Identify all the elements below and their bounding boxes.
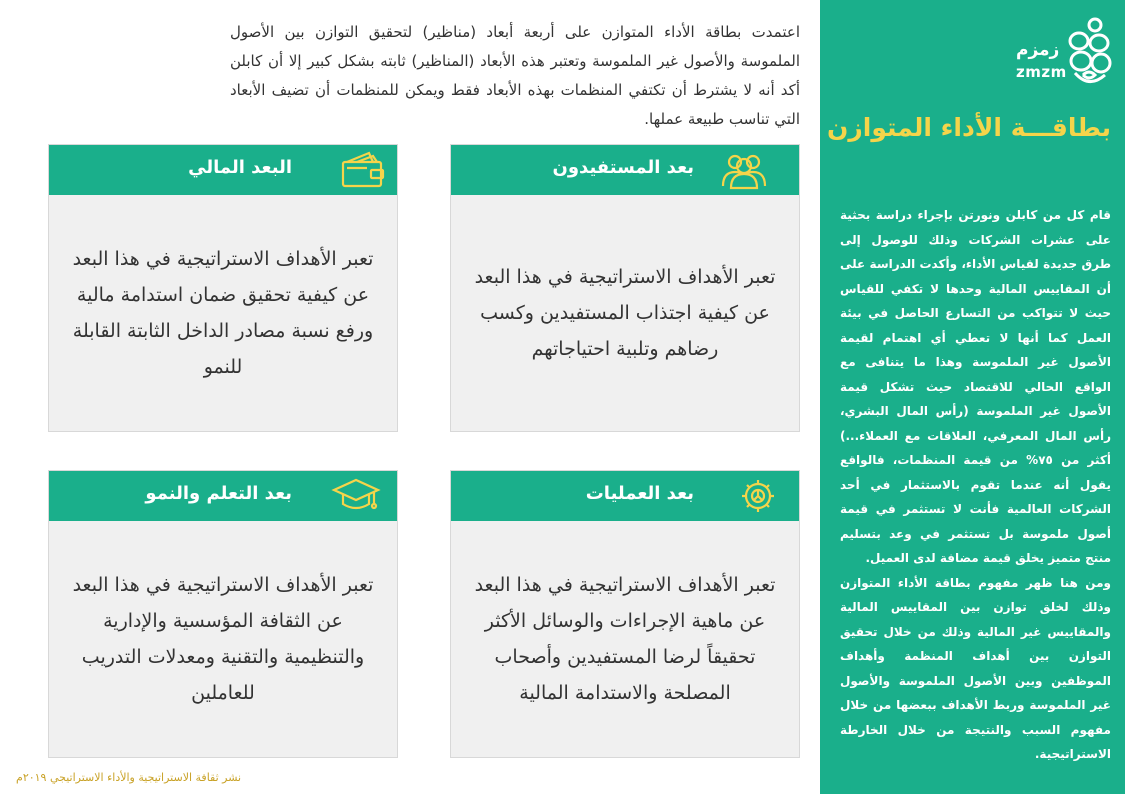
card-beneficiaries <box>450 144 800 432</box>
card-learning <box>48 470 398 758</box>
users-icon <box>719 150 769 190</box>
card-header <box>451 471 799 521</box>
card-header <box>451 145 799 195</box>
card-body <box>49 195 397 431</box>
card-body <box>451 521 799 757</box>
card-title: بعد التعلم والنمو <box>145 483 292 504</box>
card-text: تعبر الأهداف الاستراتيجية في هذا البعد عن ماهية الإجراءات والوسائل الأكثر تحقيقاً لرضا المستفيدين وأصحاب المصلحة والاستدامة المالية <box>474 574 776 704</box>
sidebar-text <box>840 203 1111 767</box>
card-title: بعد العمليات <box>585 483 694 504</box>
footer-caption: نشر ثقافة الاستراتيجية والأداء الاستراتيجي ٢٠١٩م <box>16 771 242 784</box>
card-financial <box>48 144 398 432</box>
brand-name-english: zmzm <box>1016 63 1067 81</box>
card-text: تعبر الأهداف الاستراتيجية في هذا البعد عن كيفية اجتذاب المستفيدين وكسب رضاهم وتلبية احتياجاتهم <box>474 266 776 360</box>
card-body <box>49 521 397 757</box>
intro-paragraph: اعتمدت بطاقة الأداء المتوازن على أربعة أبعاد (مناظير) لتحقيق التوازن بين الأصول الملموسة والأصول غير الملموسة وتعتبر هذه الأبعاد (المناظير) ثابته بشكل كبير إلا أن كابلن أكد أنه لا يشترط أن تكتفي المنظمات بهذه الأبعاد فقط ويمكن للمنظمات أن تضيف الأبعاد التي تناسب طبيعة عملها. <box>230 23 800 128</box>
card-text: تعبر الأهداف الاستراتيجية في هذا البعد عن كيفية تحقيق ضمان استدامة مالية ورفع نسبة مصادر الداخل الثابتة القابلة للنمو <box>72 248 374 378</box>
card-body <box>451 195 799 431</box>
zmzm-logo-icon <box>1065 15 1113 95</box>
sidebar-paragraph-1: قام كل من كابلن ونورتن بإجراء دراسة بحثية على عشرات الشركات وذلك للوصول إلى طرق جديدة لقياس الأداء، وأكدت الدراسة على أن المقاييس المالية وحدها لا تكفي للقياس حيث لا تتواكب من التسارع الحاصل في بيئة العمل كما أنها لا تعطي أي اهتمام لقيمة الأصول غير الملموسة وهذا ما يتنافى مع الواقع الحالي للاقتصاد حيث تشكل قيمة الأصول غير الملموسة (رأس المال البشري، رأس المال المعرفي، العلاقات مع العملاء...) أكثر من ٧٥% من قيمة المنظمات، فالواقع يقول أنه عندما تقوم بالاستثمار في أحد الشركات العالمية فأنت لا تستثمر في قيمة أصول ملموسة بل تستثمر في وعد بتسليم منتج متميز يخلق قيمة مضافة لدى العميل. <box>840 208 1111 565</box>
card-header <box>49 145 397 195</box>
gear-icon <box>733 476 783 516</box>
card-text: تعبر الأهداف الاستراتيجية في هذا البعد عن الثقافة المؤسسية والإدارية والتنظيمية والتقنية ومعدلات التدريب للعاملين <box>72 574 374 704</box>
card-header <box>49 471 397 521</box>
wallet-icon <box>339 150 389 190</box>
sidebar <box>820 0 1125 794</box>
graduation-cap-icon <box>331 476 381 516</box>
brand-name-arabic: زمزم <box>1016 40 1060 60</box>
sidebar-title: بطاقـــة الأداء المتوازن <box>827 113 1111 142</box>
card-title: البعد المالي <box>188 157 292 178</box>
card-operations <box>450 470 800 758</box>
sidebar-paragraph-2: ومن هنا ظهر مفهوم بطاقة الأداء المتوازن وذلك لخلق توازن بين المقاييس المالية والمقاييس غير المالية وذلك من خلال تحقيق التوازن بين أهداف المنظمة وأهداف الموظفين وبين الأصول الملموسة والأصول غير الملموسة وربط الأهداف ببعضها من خلال مفهوم السبب والنتيجة من خلال الخارطة الاستراتيجية. <box>840 575 1111 761</box>
card-title: بعد المستفيدون <box>552 157 694 178</box>
